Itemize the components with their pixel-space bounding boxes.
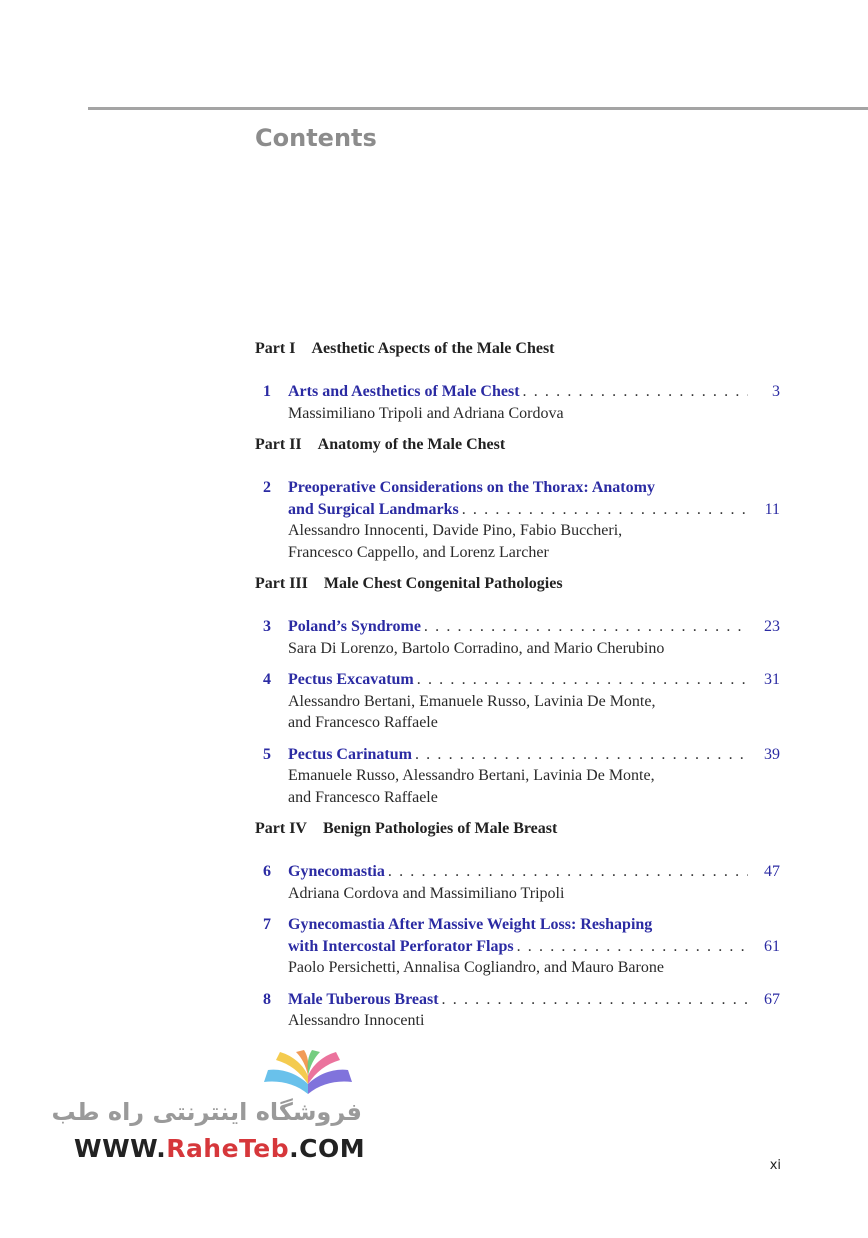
chapter-number: 7	[263, 916, 271, 933]
open-book-rainbow-icon	[260, 1050, 356, 1098]
watermark-url[interactable]	[74, 1134, 365, 1163]
dot-leader	[517, 936, 748, 958]
chapter-title-link[interactable]: with Intercostal Perforator Flaps	[288, 937, 514, 955]
author-line: and Francesco Raffaele	[288, 714, 438, 731]
chapter-title-row[interactable]	[288, 669, 780, 691]
part-label: Part IV	[255, 820, 307, 837]
part-title: Male Chest Congenital Pathologies	[323, 575, 563, 592]
chapter-number: 3	[263, 618, 271, 635]
chapter-page-number[interactable]: 3	[772, 383, 780, 400]
author-line: Sara Di Lorenzo, Bartolo Corradino, and Mario Cherubino	[288, 639, 665, 657]
page-title: Contents	[255, 124, 377, 152]
watermark	[51, 1050, 370, 1170]
toc-entry[interactable]	[255, 744, 785, 809]
chapter-page-number[interactable]: 23	[764, 618, 780, 635]
chapter-title-row[interactable]	[288, 861, 780, 883]
chapter-authors	[288, 520, 785, 563]
table-of-contents	[255, 338, 785, 1046]
toc-entry[interactable]	[255, 381, 785, 424]
chapter-page-number[interactable]: 39	[764, 745, 780, 763]
toc-entry[interactable]	[255, 669, 785, 734]
chapter-authors	[288, 883, 785, 905]
chapter-authors	[288, 691, 785, 734]
chapter-number: 8	[263, 990, 271, 1008]
chapter-title-link[interactable]: Male Tuberous Breast	[288, 990, 439, 1008]
part-label: Part I	[255, 340, 296, 357]
part-label: Part II	[255, 436, 302, 453]
chapter-authors	[288, 638, 785, 660]
part-heading	[255, 818, 785, 840]
dot-leader	[442, 989, 748, 1011]
chapter-title-row[interactable]	[288, 499, 780, 521]
chapter-title-row[interactable]	[288, 744, 780, 766]
chapter-page-number[interactable]: 47	[764, 863, 780, 880]
chapter-page-number[interactable]: 11	[764, 500, 780, 518]
chapter-page-number[interactable]: 61	[764, 937, 780, 955]
dot-leader	[417, 669, 748, 691]
author-line: Alessandro Innocenti, Davide Pino, Fabio Buccheri,	[288, 522, 623, 539]
chapter-title-link[interactable]: Poland’s Syndrome	[288, 618, 421, 635]
part-heading	[255, 573, 785, 595]
chapter-title-row[interactable]	[288, 989, 780, 1011]
part-title: Anatomy of the Male Chest	[317, 436, 506, 453]
part-heading	[255, 338, 785, 360]
chapter-title-row[interactable]	[288, 616, 780, 638]
page-number: xi	[769, 1158, 781, 1173]
toc-entry[interactable]	[255, 914, 785, 979]
toc-entry[interactable]	[255, 989, 785, 1032]
chapter-title-link[interactable]: Arts and Aesthetics of Male Chest	[288, 383, 520, 400]
chapter-title-link[interactable]: Preoperative Considerations on the Thorax: Anatomy	[288, 479, 655, 496]
toc-entry[interactable]	[255, 477, 785, 563]
part-title: Aesthetic Aspects of the Male Chest	[311, 340, 555, 357]
chapter-authors	[288, 1010, 785, 1032]
chapter-title-link[interactable]: Pectus Excavatum	[288, 671, 414, 688]
dot-leader	[415, 744, 748, 766]
watermark-url-prefix: WWW.	[74, 1134, 167, 1163]
top-rule	[88, 107, 868, 110]
chapter-title-link[interactable]: Gynecomastia After Massive Weight Loss: Reshaping	[288, 916, 653, 933]
dot-leader	[523, 381, 748, 403]
toc-entry[interactable]	[255, 861, 785, 904]
author-line: Francesco Cappello, and Lorenz Larcher	[288, 543, 549, 561]
chapter-number: 2	[263, 479, 271, 496]
part-heading	[255, 434, 785, 456]
chapter-title-link[interactable]: and Surgical Landmarks	[288, 500, 459, 518]
chapter-authors	[288, 403, 785, 425]
watermark-url-brand: RaheTeb	[166, 1134, 290, 1163]
chapter-page-number[interactable]: 31	[764, 671, 780, 688]
chapter-number: 5	[263, 745, 271, 763]
chapter-authors	[288, 765, 785, 808]
dot-leader	[462, 499, 748, 521]
chapter-title-link[interactable]: Pectus Carinatum	[288, 745, 412, 763]
chapter-number: 1	[263, 383, 271, 400]
watermark-url-suffix: .COM	[289, 1134, 366, 1163]
watermark-persian-text: فروشگاه اینترنتی راه طب	[51, 1098, 362, 1126]
chapter-number: 6	[263, 863, 271, 880]
chapter-title-row[interactable]	[288, 381, 780, 403]
author-line: Massimiliano Tripoli and Adriana Cordova	[288, 404, 564, 422]
author-line: Alessandro Bertani, Emanuele Russo, Lavinia De Monte,	[288, 692, 656, 710]
chapter-authors	[288, 957, 785, 979]
author-line: Adriana Cordova and Massimiliano Tripoli	[288, 884, 565, 902]
part-label: Part III	[255, 575, 308, 592]
author-line: Alessandro Innocenti	[288, 1012, 425, 1029]
chapter-number: 4	[263, 671, 271, 688]
chapter-title-row[interactable]	[288, 936, 780, 958]
author-line: and Francesco Raffaele	[288, 788, 438, 806]
author-line: Paolo Persichetti, Annalisa Cogliandro, and Mauro Barone	[288, 959, 664, 976]
toc-entry[interactable]	[255, 616, 785, 659]
chapter-title-link[interactable]: Gynecomastia	[288, 863, 385, 880]
dot-leader	[424, 616, 748, 638]
part-title: Benign Pathologies of Male Breast	[322, 820, 558, 837]
dot-leader	[388, 861, 748, 883]
chapter-page-number[interactable]: 67	[764, 990, 780, 1008]
author-line: Emanuele Russo, Alessandro Bertani, Lavinia De Monte,	[288, 767, 655, 784]
